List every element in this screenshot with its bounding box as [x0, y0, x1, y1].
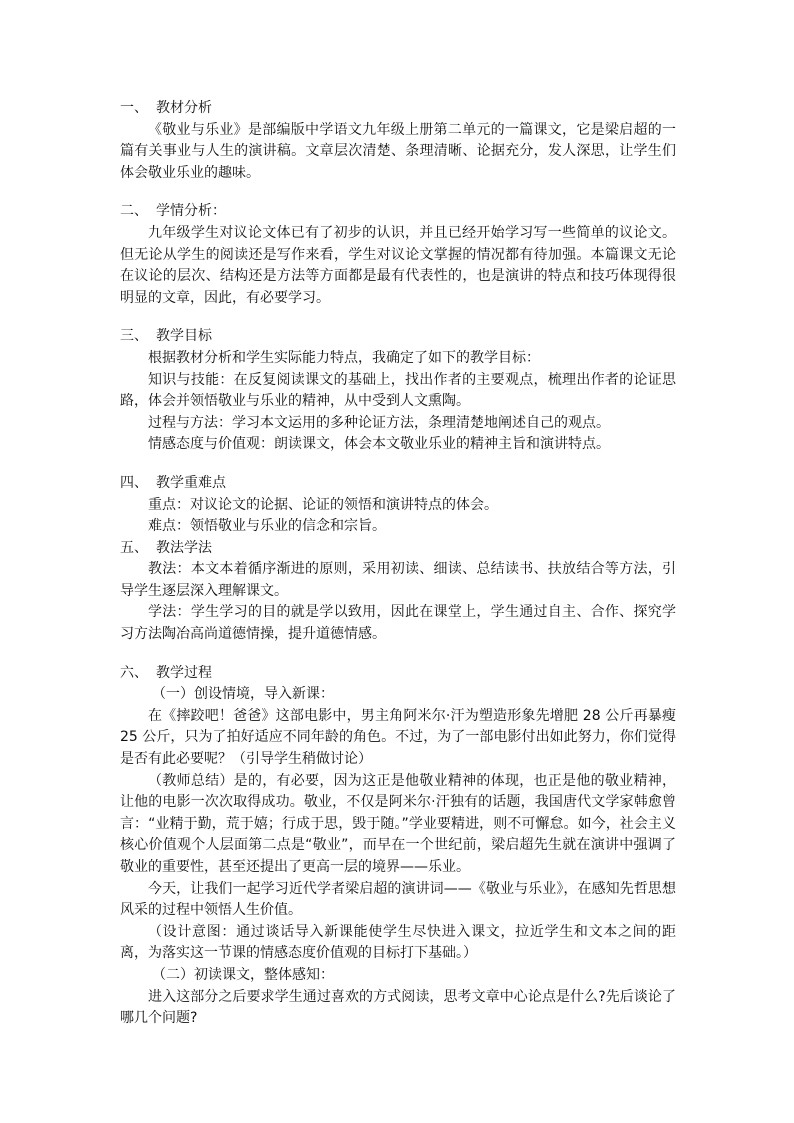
section-methods — [120, 538, 676, 646]
paragraph: 进入这部分之后要求学生通过喜欢的方式阅读，思考文章中心论点是什么?先后谈论了哪几个问题? — [120, 988, 676, 1027]
section-number: 二、 — [120, 203, 148, 220]
section-title: 教学目标 — [156, 328, 212, 345]
section-title: 教材分析 — [156, 100, 212, 116]
section-number: 五、 — [120, 539, 148, 556]
paragraph: 根据教材分析和学生实际能力特点，我确定了如下的教学目标： — [148, 349, 540, 366]
section-teaching-process — [120, 663, 676, 1030]
section-number: 三、 — [120, 328, 148, 345]
paragraph: 《敬业与乐业》是部编版中学语文九年级上册第二单元的一篇课文，它是梁启超的一篇有关事业与人生的演讲稿。文章层次清楚、条理清晰、论据充分，发人深思，让学生们体会敬业乐业的趣味。 — [120, 121, 676, 181]
section-student-analysis — [120, 201, 676, 309]
section-heading — [120, 663, 676, 685]
document-page — [120, 98, 676, 1030]
paragraph: 知识与技能：在反复阅读课文的基础上，找出作者的主要观点，梳理出作者的论证思路，体会并领悟敬业与乐业的精神，从中受到人文熏陶。 — [120, 371, 676, 410]
paragraph: 九年级学生对议论文体已有了初步的认识，并且已经开始学习写一些简单的议论文。但无论从学生的阅读还是写作来看，学生对议论文掌握的情况都有待加强。本篇课文无论在议论的层次、结构还是方法等方面都是最有代表性的，也是演讲的特点和技巧体现得很明显的文章，因此，有必要学习。 — [120, 224, 676, 306]
section-number: 六、 — [120, 664, 148, 681]
paragraph: （设计意图：通过谈话导入新课能使学生尽快进入课文，拉近学生和文本之间的距离，为落实这一节课的情感态度价值观的目标打下基础。） — [120, 923, 676, 962]
paragraph: 情感态度与价值观：朗读课文，体会本文敬业乐业的精神主旨和演讲特点。 — [148, 436, 610, 453]
section-title: 教学重难点 — [156, 474, 226, 491]
section-heading — [120, 538, 676, 560]
section-number: 四、 — [120, 474, 148, 491]
section-heading — [120, 326, 676, 348]
subheading: （一）创设情境，导入新课： — [152, 686, 334, 703]
paragraph: 今天，让我们一起学习近代学者梁启超的演讲词——《敬业与乐业》，在感知先哲思想风采的过程中领悟人生价值。 — [120, 880, 676, 919]
section-key-difficulties — [120, 473, 676, 538]
section-title: 教学过程 — [156, 664, 212, 681]
paragraph: 学法：学生学习的目的就是学以致用，因此在课堂上，学生通过自主、合作、探究学习方法陶冶高尚道德情操，提升道德情感。 — [120, 604, 676, 643]
section-heading — [120, 201, 676, 223]
section-heading — [120, 98, 676, 120]
paragraph: 在《摔跤吧！爸爸》这部电影中，男主角阿米尔·汗为塑造形象先增肥 28 公斤再暴瘦 25 公斤，只为了拍好适应不同年龄的角色。不过，为了一部电影付出如此努力，你们觉得是否有此必要呢？（引导学生稍做讨论） — [120, 707, 676, 768]
paragraph: 重点：对议论文的论据、论证的领悟和演讲特点的体会。 — [148, 496, 498, 513]
paragraph: 难点：领悟敬业与乐业的信念和宗旨。 — [148, 518, 386, 535]
section-number: 一、 — [120, 100, 148, 116]
paragraph: 教法：本文本着循序渐进的原则，采用初读、细读、总结读书、扶放结合等方法，引导学生逐层深入理解课文。 — [120, 561, 676, 599]
section-title: 学情分析： — [156, 203, 226, 220]
paragraph: 过程与方法：学习本文运用的多种论证方法，条理清楚地阐述自己的观点。 — [148, 414, 610, 431]
section-textbook-analysis — [120, 98, 676, 184]
section-heading — [120, 473, 676, 495]
paragraph: （教师总结）是的，有必要，因为这正是他敬业精神的体现，也正是他的敬业精神，让他的电影一次次取得成功。敬业，不仅是阿米尔·汗独有的话题，我国唐代文学家韩愈曾言：“业精于勤，荒于嬉；行成于思，毁于随。”学业要精进，则不可懈怠。如今，社会主义核心价值观个人层面第二点是“敬业”，而早在一个世纪前，梁启超先生就在演讲中强调了敬业的重要性，甚至还提出了更高一层的境界——乐业。 — [120, 772, 676, 875]
section-title: 教法学法 — [156, 539, 212, 556]
subheading: （二）初读课文，整体感知： — [152, 966, 334, 983]
section-teaching-goals — [120, 326, 676, 456]
